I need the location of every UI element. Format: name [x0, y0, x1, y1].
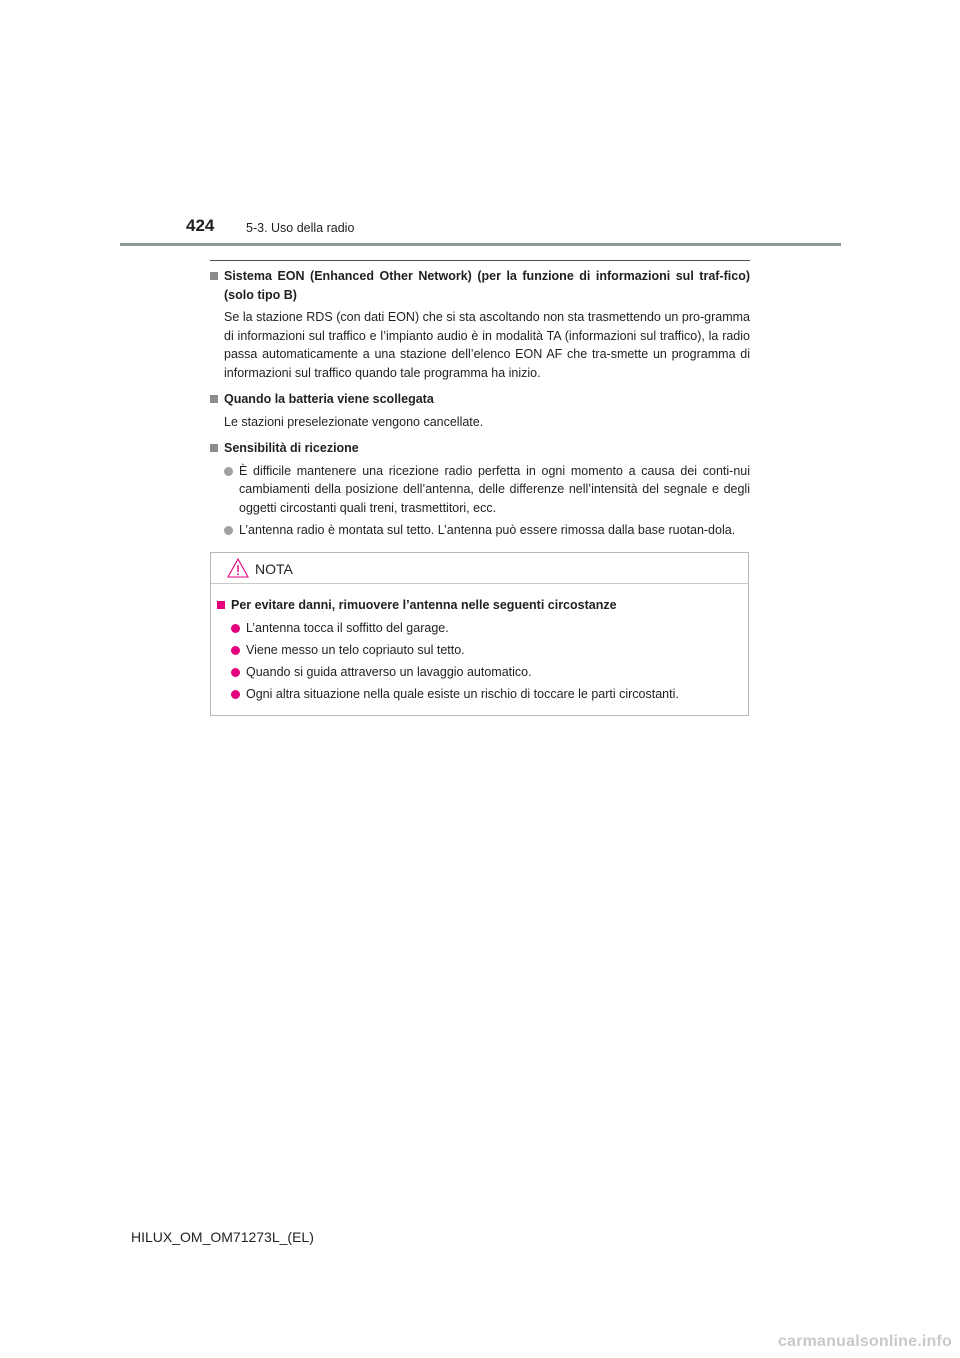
warning-triangle-icon	[227, 558, 249, 578]
list-item	[224, 462, 750, 518]
round-bullet-icon	[231, 646, 240, 655]
round-bullet-icon	[224, 526, 233, 535]
list-item	[224, 521, 750, 540]
section-heading-sensitivity	[210, 439, 750, 458]
section-title: 5-3. Uso della radio	[246, 221, 355, 235]
round-bullet-icon	[231, 624, 240, 633]
section-text-battery: Le stazioni preselezionate vengono cancellate.	[224, 414, 484, 429]
nota-heading	[217, 596, 742, 615]
square-bullet-icon	[210, 272, 218, 280]
page-number: 424	[186, 216, 215, 235]
heading-text: Sensibilità di ricezione	[224, 441, 359, 455]
nota-box	[210, 552, 749, 716]
list-item-text: L’antenna tocca il soffitto del garage.	[246, 620, 449, 635]
list-item-text: L’antenna radio è montata sul tetto. L’antenna può essere rimossa dalla base ruotan-dola.	[239, 523, 736, 537]
section-heading-eon	[210, 267, 750, 304]
list-item-text: Quando si guida attraverso un lavaggio automatico.	[246, 664, 532, 679]
round-bullet-icon	[224, 467, 233, 476]
square-bullet-icon	[217, 601, 225, 609]
footer-doc-code: HILUX_OM_OM71273L_(EL)	[131, 1229, 314, 1245]
main-content	[210, 267, 750, 544]
list-item	[231, 641, 742, 660]
nota-header	[211, 553, 748, 584]
header-rule	[120, 243, 841, 246]
section-text-eon: Se la stazione RDS (con dati EON) che si sta ascoltando non sta trasmettendo un pro-gramma di informazioni sul traffico e l’impianto audio è in modalità TA (informazioni sul traffico), la radio passa automaticamente a una stazione dell’elenco EON AF che tra-smette un programma di informazioni sul traffico quando tale programma ha inizio.	[224, 310, 750, 380]
round-bullet-icon	[231, 668, 240, 677]
list-item	[231, 663, 742, 682]
nota-label: NOTA	[255, 561, 293, 577]
nota-body	[217, 596, 742, 707]
list-item-text: È difficile mantenere una ricezione radio perfetta in ogni momento a causa dei conti-nui cambiamenti della posizione dell’antenna, delle differenze nell’intensità del segnale e degli oggetti circostanti quali treni, trasmettitori, ecc.	[239, 463, 750, 515]
heading-text: Per evitare danni, rimuovere l’antenna nelle seguenti circostanze	[231, 598, 617, 612]
square-bullet-icon	[210, 395, 218, 403]
list-item	[231, 685, 742, 704]
list-item-text: Viene messo un telo copriauto sul tetto.	[246, 642, 465, 657]
square-bullet-icon	[210, 444, 218, 452]
watermark: carmanualsonline.info	[778, 1333, 953, 1350]
round-bullet-icon	[231, 690, 240, 699]
heading-text: Quando la batteria viene scollegata	[224, 392, 434, 406]
list-item-text: Ogni altra situazione nella quale esiste un rischio di toccare le parti circostanti.	[246, 686, 679, 701]
heading-text: Sistema EON (Enhanced Other Network) (per la funzione di informazioni sul traf-fico) (solo tipo B)	[224, 269, 750, 302]
content-rule	[210, 260, 750, 261]
list-item	[231, 619, 742, 638]
section-heading-battery	[210, 390, 750, 409]
